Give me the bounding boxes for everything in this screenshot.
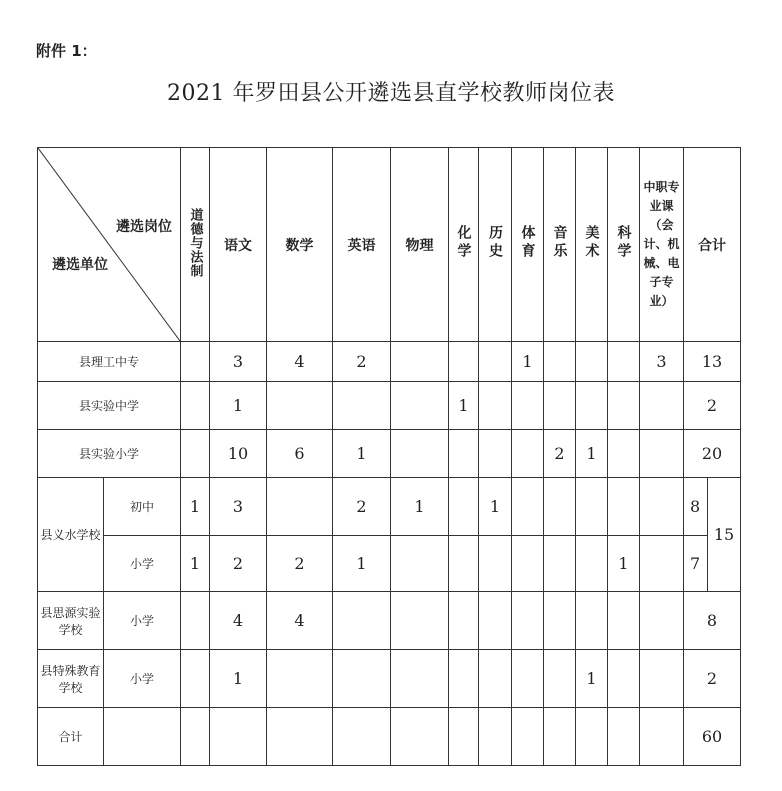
unit-name: 县思源实验学校 bbox=[38, 592, 104, 650]
col-lishi: 历史 bbox=[479, 148, 512, 342]
col-wuli: 物理 bbox=[391, 148, 449, 342]
row-total: 13 bbox=[684, 342, 741, 382]
sub-unit: 小学 bbox=[104, 536, 181, 592]
col-yuwen: 语文 bbox=[210, 148, 267, 342]
col-yingyu: 英语 bbox=[333, 148, 391, 342]
row-total: 2 bbox=[684, 382, 741, 430]
unit-name: 县义水学校 bbox=[38, 478, 104, 592]
row-total: 8 bbox=[684, 592, 741, 650]
col-daode: 道德与法制 bbox=[181, 148, 210, 342]
table-row: 小学 1 2 2 1 1 7 bbox=[38, 536, 741, 592]
col-yinyue: 音乐 bbox=[544, 148, 576, 342]
unit-label: 遴选单位 bbox=[52, 257, 108, 273]
table-row: 县思源实验学校 小学 4 4 8 bbox=[38, 592, 741, 650]
table-row: 县特殊教育学校 小学 1 1 2 bbox=[38, 650, 741, 708]
row-total: 2 bbox=[684, 650, 741, 708]
position-label: 遴选岗位 bbox=[116, 219, 172, 235]
sub-total: 7 bbox=[684, 536, 708, 592]
unit-name: 县理工中专 bbox=[38, 342, 181, 382]
positions-table bbox=[37, 147, 741, 766]
table-row: 县实验中学 1 1 2 bbox=[38, 382, 741, 430]
sub-total: 8 bbox=[684, 478, 708, 536]
table-row bbox=[38, 708, 741, 766]
page-title: 2021 年罗田县公开遴选县直学校教师岗位表 bbox=[167, 81, 615, 106]
header-row bbox=[38, 148, 741, 342]
row-total: 15 bbox=[708, 478, 741, 592]
table-row: 县实验小学 10 6 1 2 1 20 bbox=[38, 430, 741, 478]
col-tiyu: 体育 bbox=[512, 148, 544, 342]
table-row: 县义水学校 初中 1 3 2 1 1 8 15 bbox=[38, 478, 741, 536]
sub-unit: 小学 bbox=[104, 592, 181, 650]
sub-unit: 小学 bbox=[104, 650, 181, 708]
table-row: 县理工中专 3 4 2 1 3 13 bbox=[38, 342, 741, 382]
grand-total: 60 bbox=[684, 708, 741, 766]
unit-name: 合计 bbox=[38, 708, 104, 766]
attachment-label: 附件 1： bbox=[36, 42, 97, 60]
sub-unit: 初中 bbox=[104, 478, 181, 536]
col-zhongzhi: 中职专业课（会计、机械、电子专业） bbox=[640, 148, 684, 342]
unit-name: 县实验小学 bbox=[38, 430, 181, 478]
unit-name: 县实验中学 bbox=[38, 382, 181, 430]
unit-name: 县特殊教育学校 bbox=[38, 650, 104, 708]
col-meishu: 美术 bbox=[576, 148, 608, 342]
col-shuxue: 数学 bbox=[267, 148, 333, 342]
col-total: 合计 bbox=[684, 148, 741, 342]
row-total: 20 bbox=[684, 430, 741, 478]
col-huaxue: 化学 bbox=[449, 148, 479, 342]
col-kexue: 科学 bbox=[608, 148, 640, 342]
diagonal-header-cell bbox=[38, 148, 181, 342]
